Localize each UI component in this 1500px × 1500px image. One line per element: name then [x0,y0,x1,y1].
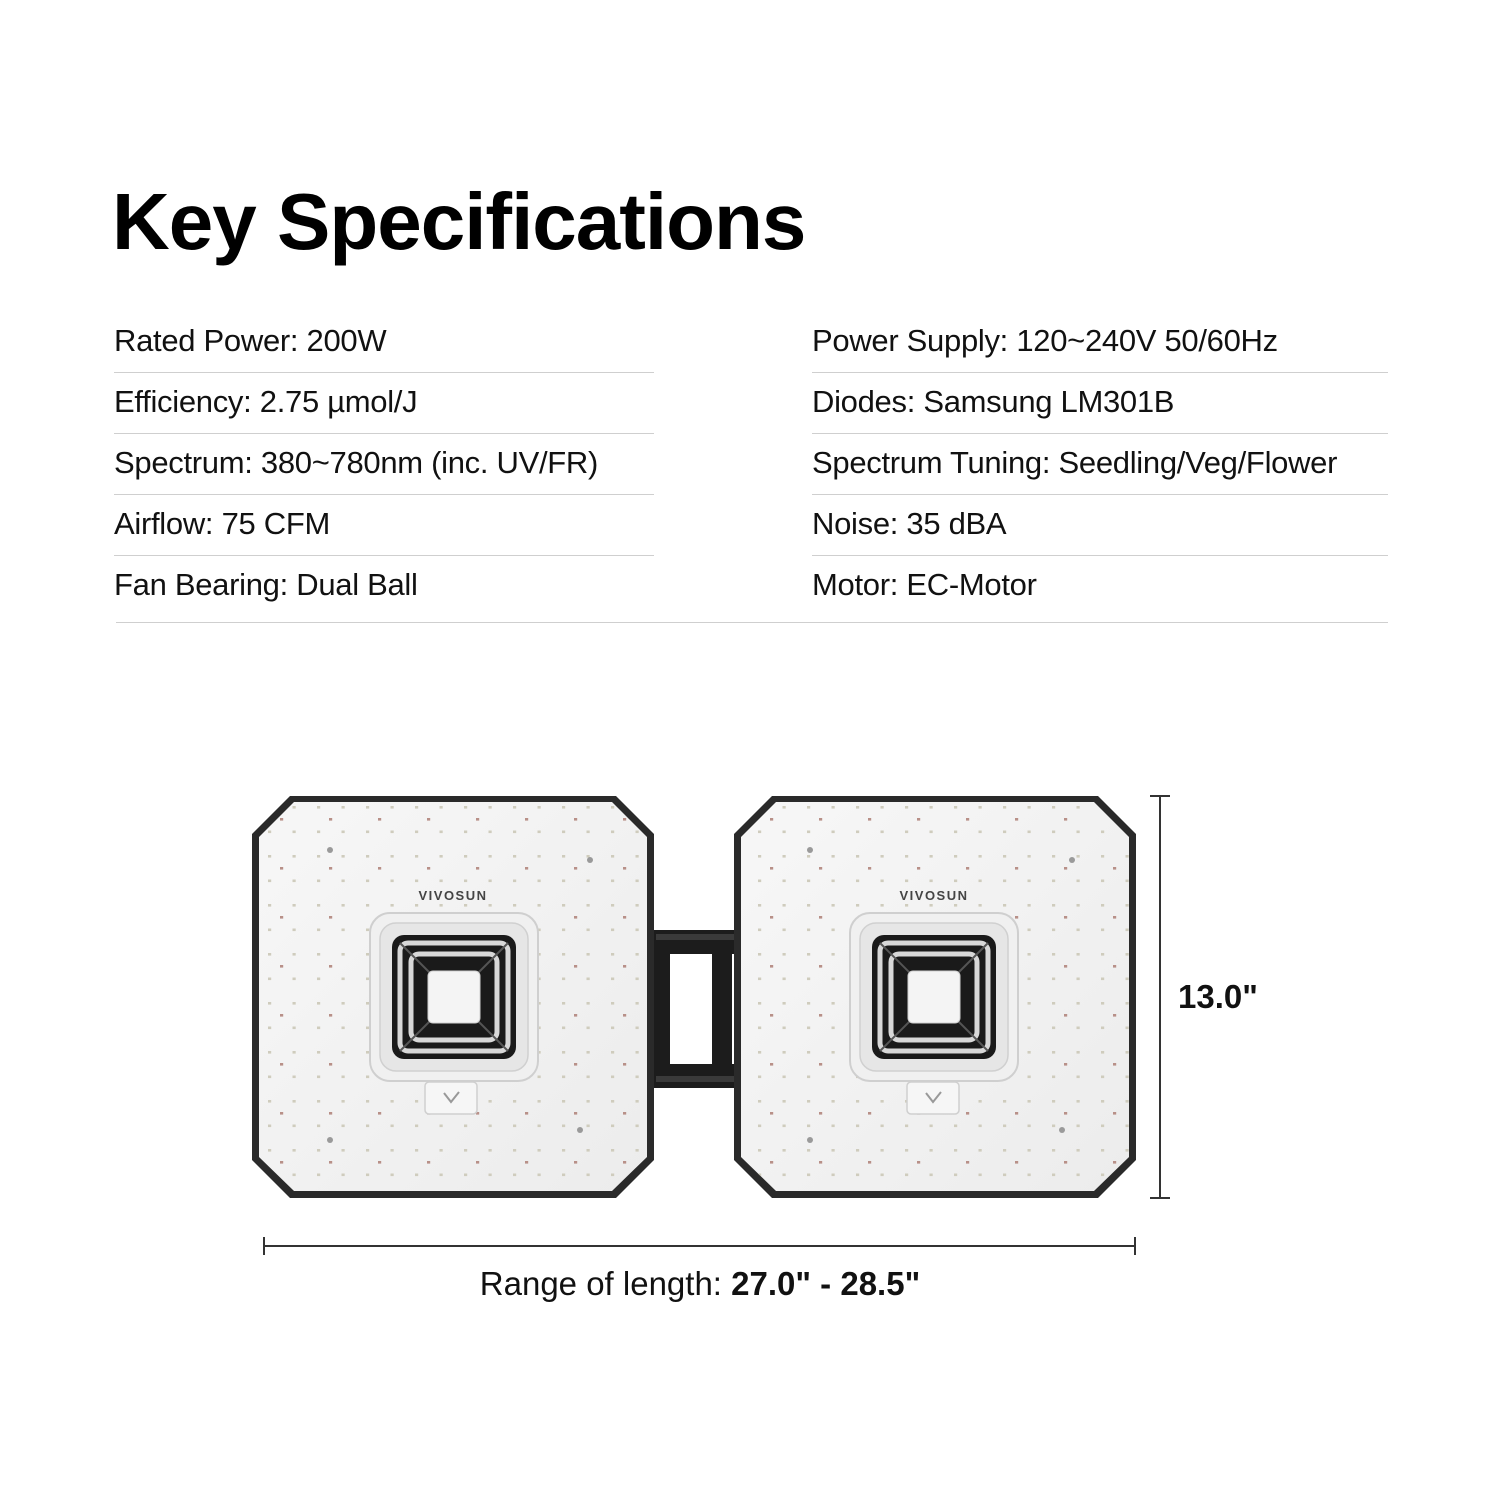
height-dimension-label: 13.0" [1178,978,1258,1015]
spec-label: Spectrum Tuning: [812,445,1051,480]
spec-label: Fan Bearing: [114,567,288,602]
spec-row-diodes [812,373,1388,434]
spec-value: 35 dBA [906,506,1007,541]
spec-row-spectrum [114,434,654,495]
spec-label: Rated Power: [114,323,299,358]
spec-value: Seedling/Veg/Flower [1058,445,1338,480]
spec-label: Noise: [812,506,899,541]
grow-light-illustration [240,780,1180,1220]
spec-value: 380~780nm (inc. UV/FR) [260,445,599,480]
page-title: Key Specifications [112,177,806,266]
spec-row-rated-power [114,312,654,373]
length-dimension-line [255,1230,1145,1260]
spec-label: Efficiency: [114,384,252,419]
height-dimension-line [1150,796,1170,1198]
spec-value: Samsung LM301B [923,384,1175,419]
spec-value: 2.75 µmol/J [259,384,418,419]
spec-label: Spectrum: [114,445,253,480]
brand-logo-right: VIVOSUN [899,888,969,903]
spec-list-left [114,312,654,616]
spec-label: Power Supply: [812,323,1008,358]
spec-value: Dual Ball [296,567,418,602]
spec-row-spectrum-tuning [812,434,1388,495]
light-panel-left [252,796,654,1198]
spec-table-bottom-rule [116,622,1388,623]
spec-list-right [812,312,1388,616]
spec-value: 200W [306,323,387,358]
spec-label: Motor: [812,567,899,602]
spec-label: Airflow: [114,506,214,541]
spec-row-power-supply [812,312,1388,373]
spec-row-noise [812,495,1388,556]
length-range-caption [0,1265,1400,1303]
spec-row-fan-bearing [114,556,654,616]
connecting-bracket [640,930,750,1088]
length-range-value: 27.0" - 28.5" [731,1265,921,1302]
brand-logo-left: VIVOSUN [418,888,488,903]
spec-row-motor [812,556,1388,616]
spec-value: 120~240V 50/60Hz [1016,323,1278,358]
spec-row-efficiency [114,373,654,434]
spec-value: 75 CFM [221,506,331,541]
spec-value: EC-Motor [906,567,1037,602]
light-panel-right [734,796,1136,1198]
length-range-label: Range of length: [479,1265,722,1302]
spec-row-airflow [114,495,654,556]
spec-label: Diodes: [812,384,916,419]
